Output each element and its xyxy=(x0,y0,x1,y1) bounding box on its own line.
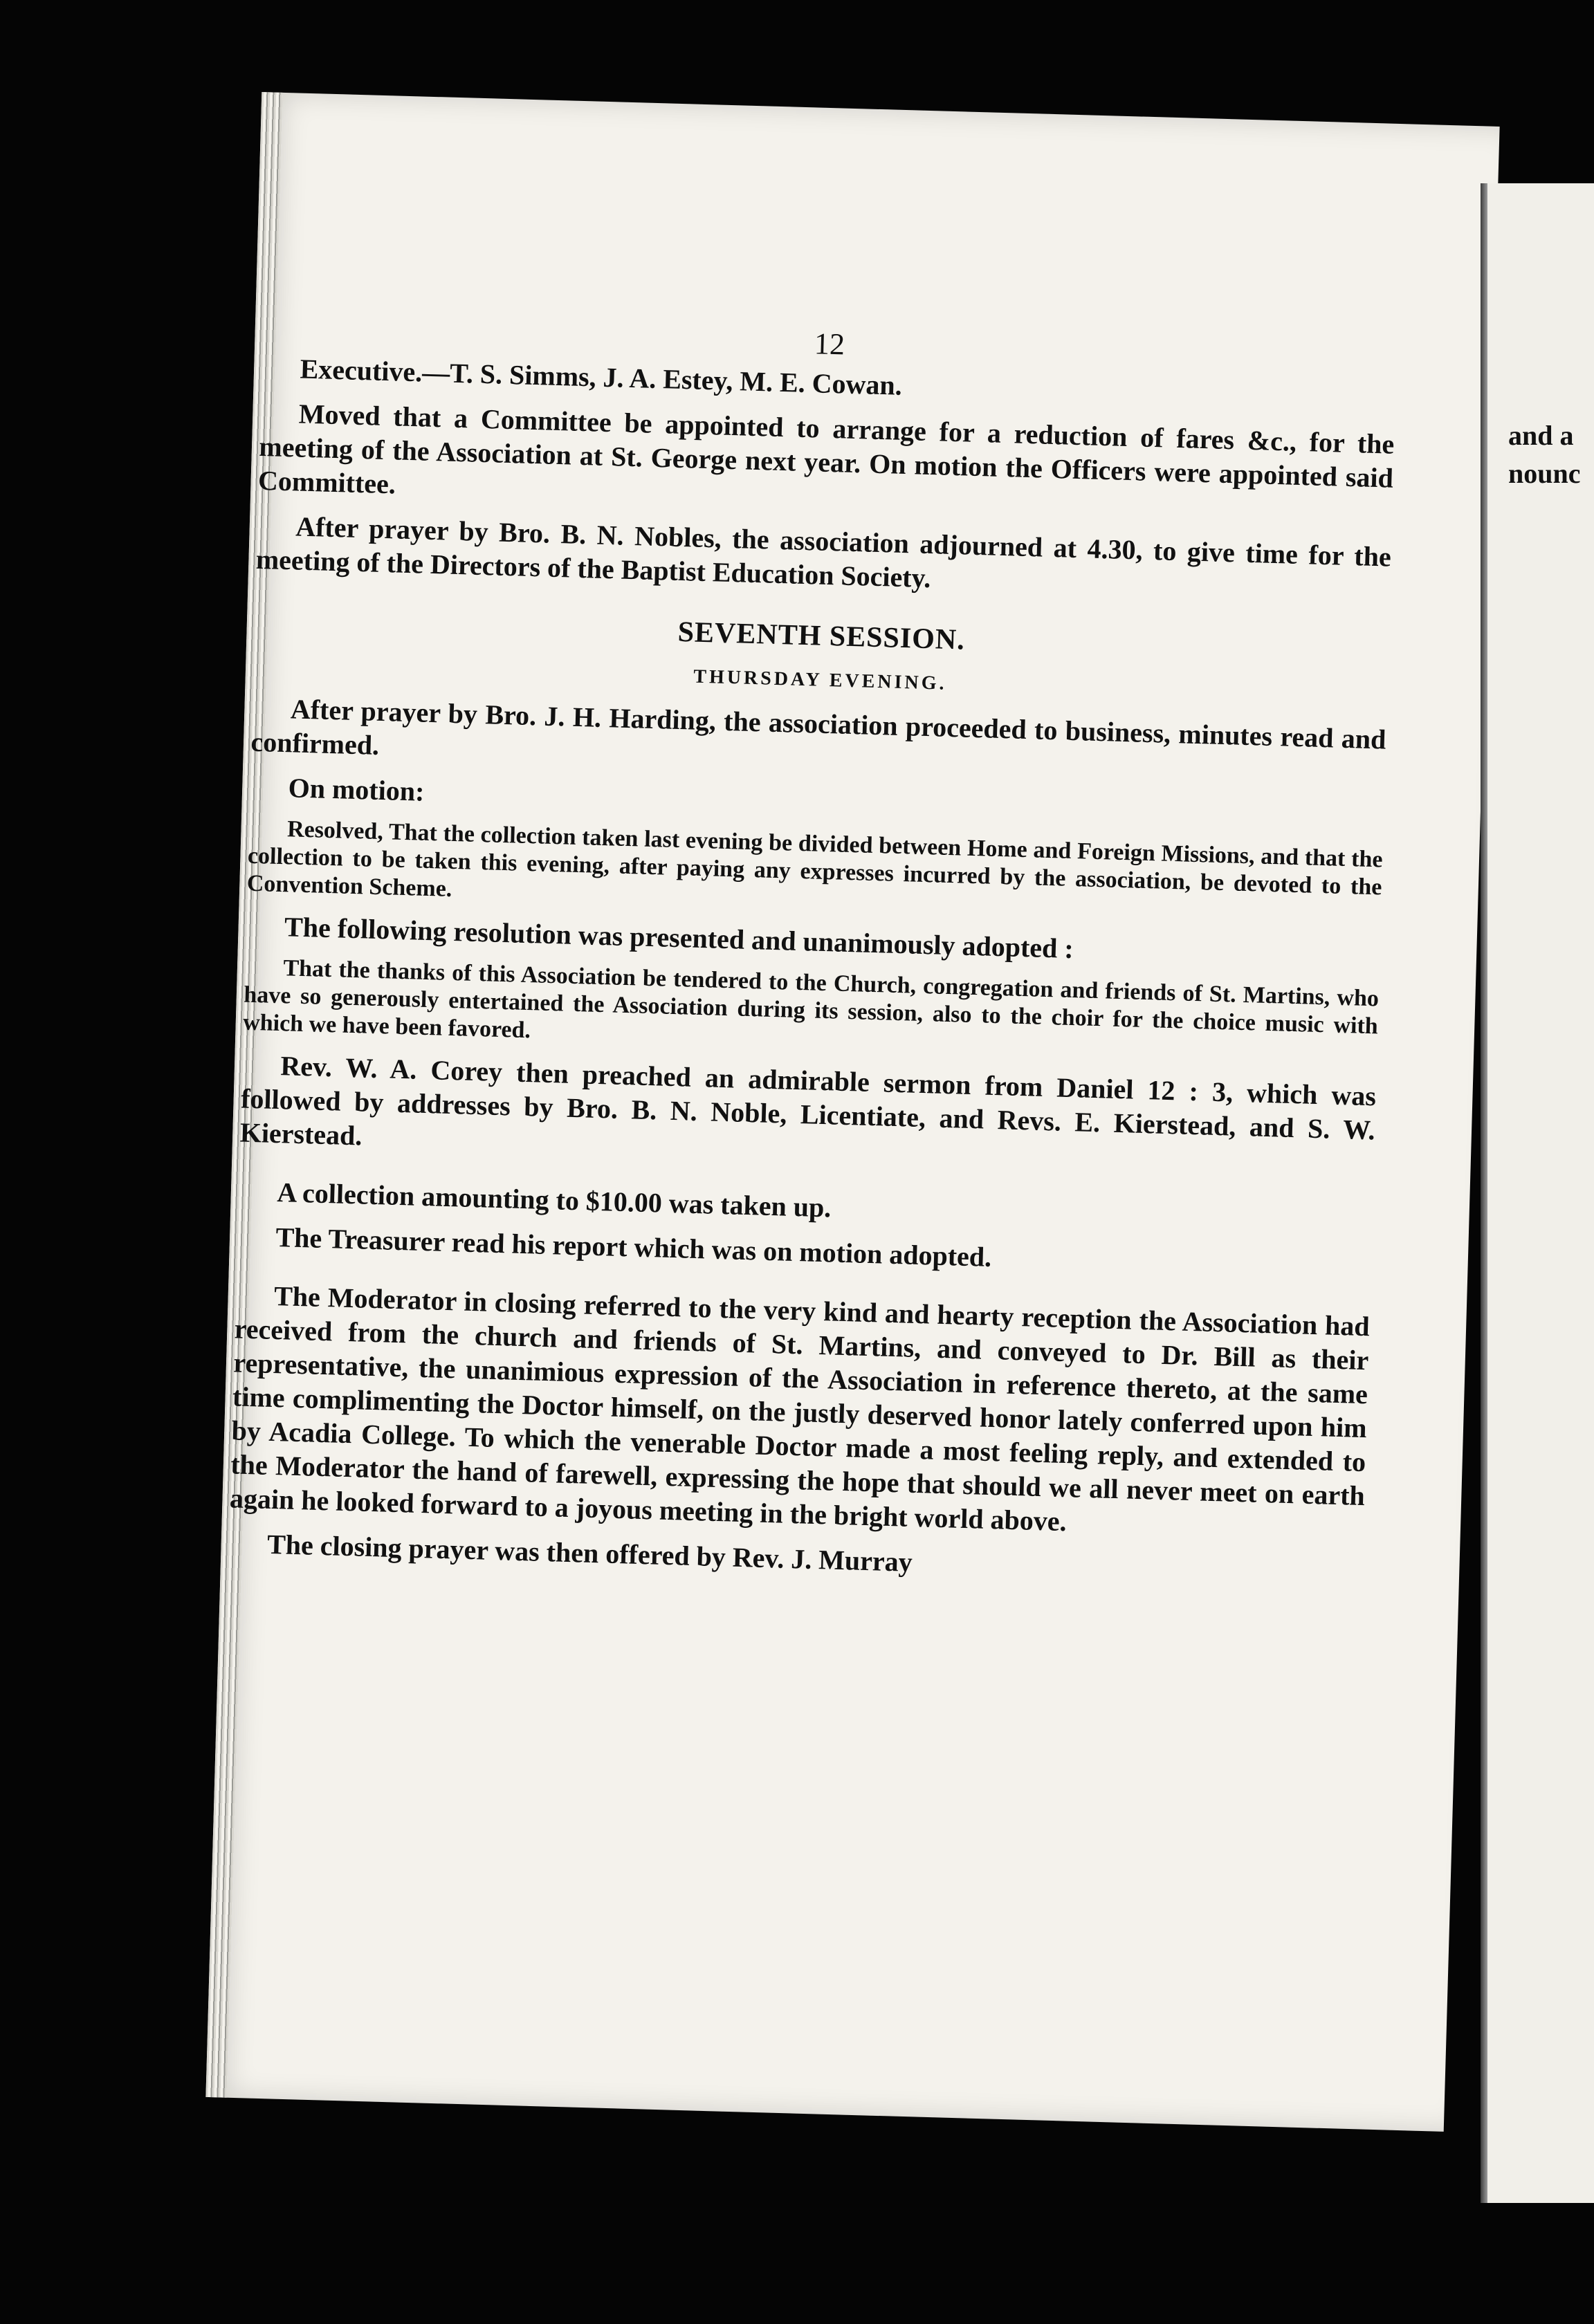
paragraph-sermon: Rev. W. A. Corey then preached an admirable sermon from Daniel 12 : 3, which was followed by addresses by Bro. B. N. Noble, Licentiate, and Revs. E. Kierstead, and S. W. Kierstead. xyxy=(239,1050,1377,1152)
page-text xyxy=(228,311,1397,1603)
resolution-collection: Resolved, That the collection taken last evening be divided between Home and Foreign Missions, and that the collection to be taken this evening, after paying any expresses incurred by the association, be devoted to the Convention Scheme. xyxy=(246,816,1384,902)
paragraph-on-motion: On motion: xyxy=(288,772,425,807)
session-heading: SEVENTH SESSION. xyxy=(677,616,966,656)
paragraph-prayer: After prayer by Bro. J. H. Harding, the association proceeded to business, minutes read and confirmed. xyxy=(250,693,1386,761)
paragraph-following-resolution: The following resolution was presented and unanimously adopted : xyxy=(284,911,1074,965)
paragraph-committee: Moved that a Committee be appointed to arrange for a reduction of fares &c., for the meeting of the Association at St. George next year. On motion the Officers were appointed said Committee. xyxy=(257,398,1395,500)
paragraph-closing-prayer: The closing prayer was then offered by Rev. J. Murray xyxy=(266,1528,913,1578)
page-number: 12 xyxy=(814,326,845,362)
facing-page-line-2: nounc xyxy=(1508,458,1581,489)
resolution-thanks: That the thanks of this Association be tendered to the Church, congregation and friends of St. Martins, who have so generously entertained the Association during its session, also to the choir for the choice music with which we have been favored. xyxy=(242,955,1380,1044)
session-subheading: THURSDAY EVENING. xyxy=(693,665,947,694)
facing-page-line-1: and a xyxy=(1508,420,1574,451)
paragraph-adjourn: After prayer by Bro. B. N. Nobles, the association adjourned at 4.30, to give time for the meeting of the Directors of the Baptist Education Society. xyxy=(255,510,1392,594)
right-page-fragment xyxy=(1487,183,1594,2203)
paragraph-collection: A collection amounting to $10.00 was taken up. xyxy=(276,1177,832,1224)
paragraph-treasurer: The Treasurer read his report which was on motion adopted. xyxy=(275,1221,992,1273)
paragraph-moderator: The Moderator in closing referred to the very kind and hearty reception the Association had received from the church and friends of St. Martins, and conveyed to Dr. Bill as their representative, the unanimious expression of the Association in reference thereto, at the same time complimenting the Doctor himself, on the justly deserved honor lately conferred upon him by Acadia College. To which the venerable Doctor made a most feeling reply, and extended to the Moderator the hand of farewell, expressing the hope that should we all never meet on earth again he looked forward to a joyous meeting in the bright world above. xyxy=(229,1280,1371,1538)
paragraph-executive: Executive.—T. S. Simms, J. A. Estey, M. E. Cowan. xyxy=(300,353,903,401)
